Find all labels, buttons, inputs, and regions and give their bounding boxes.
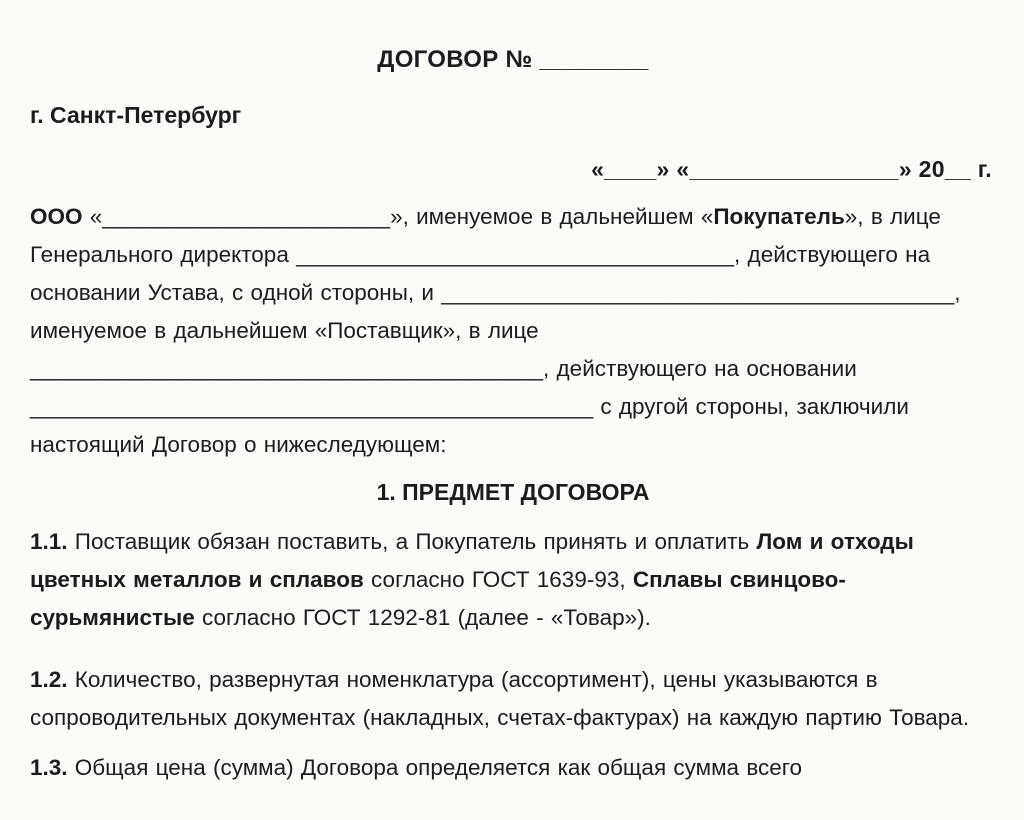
text-run: Сплавы свинцово-сурьмянистые bbox=[30, 567, 846, 630]
city-line: г. Санкт-Петербург bbox=[30, 102, 242, 128]
text-run: ООО bbox=[30, 204, 83, 229]
clause-1-3 bbox=[30, 749, 996, 787]
text-run: 1.3. bbox=[30, 755, 68, 780]
intro-paragraph bbox=[30, 198, 996, 464]
document-title: ДОГОВОР № ________ bbox=[377, 46, 649, 73]
text-run: 1.2. bbox=[30, 667, 68, 692]
text-run: 1.1. bbox=[30, 529, 68, 554]
text-run: », в лице Генерального директора ___________________________________, действующего на основании Устава, с одной стороны, и _________________________________________, именуемое в дальнейшем «Поставщик», в лице _________________________________________, действующего на основании _____________________________________________ с другой стороны, заключили настоящий Договор о нижеследующем: bbox=[30, 204, 961, 457]
text-run: Количество, развернутая номенклатура (ассортимент), цены указываются в сопроводительных документах (накладных, счетах-фактурах) на каждую партию Товара. bbox=[30, 667, 970, 730]
clause-1-1 bbox=[30, 523, 996, 637]
clause-1-2 bbox=[30, 661, 996, 737]
text-run: Общая цена (сумма) Договора определяется как общая сумма всего bbox=[67, 755, 803, 780]
section-1-heading: 1. ПРЕДМЕТ ДОГОВОРА bbox=[376, 479, 650, 505]
text-run: Покупатель bbox=[713, 204, 845, 229]
date-line: «____» «________________» 20__ г. bbox=[591, 156, 992, 182]
text-run: согласно ГОСТ 1292-81 (далее - «Товар»). bbox=[194, 605, 651, 630]
text-run: Поставщик обязан поставить, а Покупатель принять и оплатить bbox=[67, 529, 757, 554]
text-run: согласно ГОСТ 1639-93, bbox=[363, 567, 633, 592]
text-run: Лом и отходы цветных металлов и сплавов bbox=[30, 529, 914, 592]
text-run: «_______________________», именуемое в дальнейшем « bbox=[82, 204, 714, 229]
